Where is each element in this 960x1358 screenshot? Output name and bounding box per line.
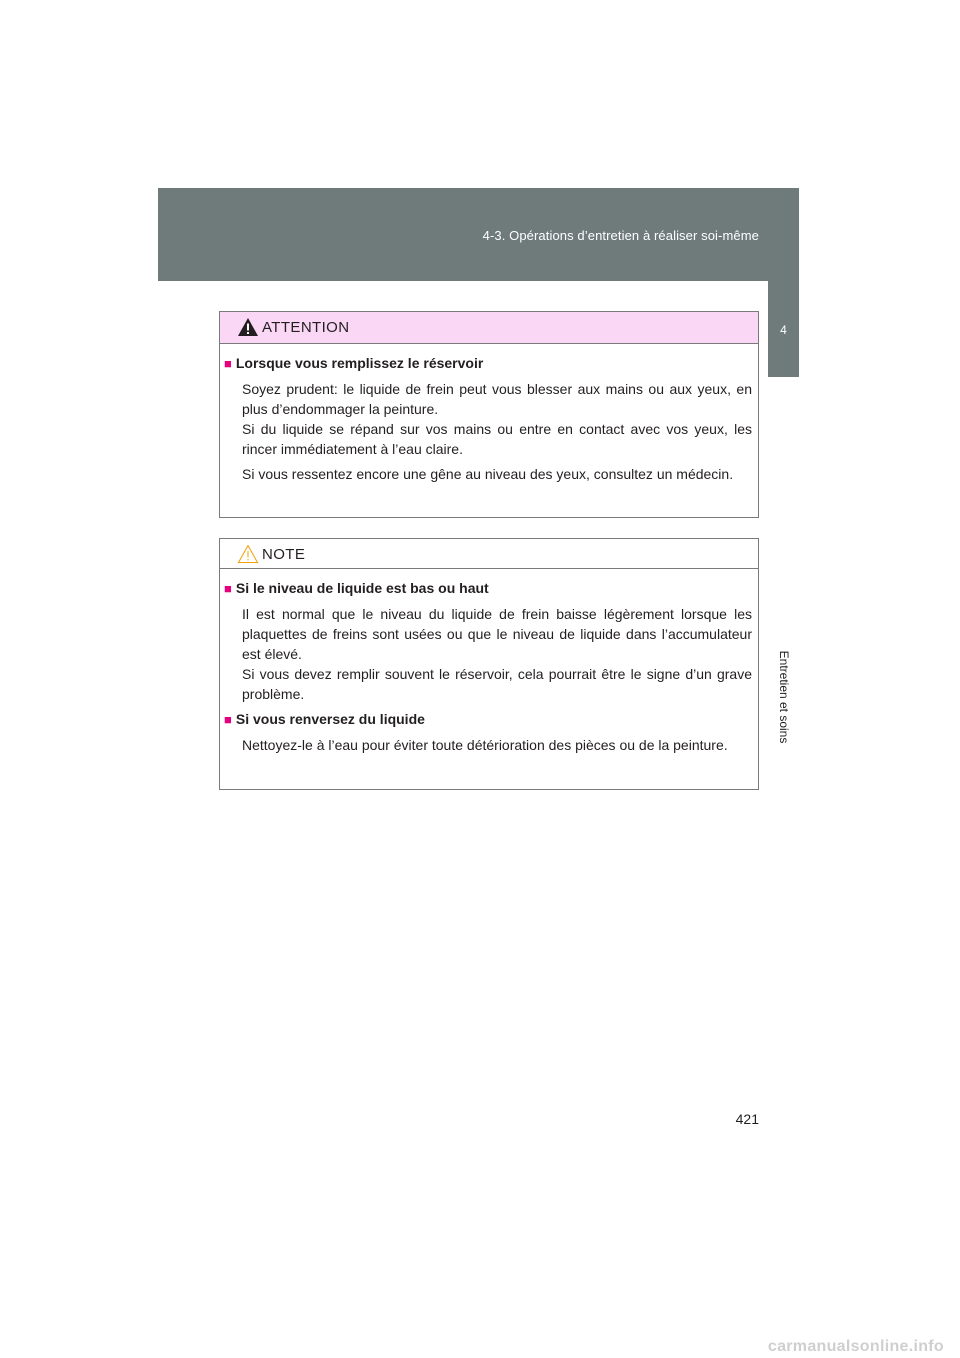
square-bullet-icon: ■ [224,356,232,371]
watermark: carmanualsonline.info [767,1338,944,1355]
note-body [220,569,758,755]
square-bullet-icon: ■ [224,581,232,596]
square-bullet-icon: ■ [224,712,232,727]
chapter-tab [768,281,799,377]
attention-paragraph: Si vous ressentez encore une gêne au niveau des yeux, consultez un médecin. [242,466,734,482]
chapter-strip [768,377,799,842]
chapter-tab-number: 4 [780,323,787,337]
warning-triangle-outline-icon [237,544,259,564]
note-section-title-text: Si vous renversez du liquide [235,711,425,727]
attention-header [220,312,758,344]
attention-body [220,344,758,484]
warning-triangle-filled-icon [237,317,259,337]
note-section-title [224,709,752,730]
attention-box [219,311,759,518]
note-paragraph: Il est normal que le niveau du liquide de frein baisse légèrement lorsque les plaquettes de freins sont usées ou que le niveau de liquide dans l’accumulateur est élevé. [242,606,752,662]
note-header [220,539,758,569]
note-paragraph: Nettoyez-le à l’eau pour éviter toute détérioration des pièces ou de la peinture. [242,737,728,753]
note-paragraph: Si vous devez remplir souvent le réservoir, cela pourrait être le signe d’un grave problème. [242,666,752,702]
note-section-title-text: Si le niveau de liquide est bas ou haut [235,580,489,596]
note-heading: NOTE [262,546,306,563]
attention-paragraph: Soyez prudent: le liquide de frein peut vous blesser aux mains ou aux yeux, en plus d’endommager la peinture. [242,381,752,417]
note-box [219,538,759,790]
note-section-title [224,578,752,599]
attention-section-title [224,353,752,374]
section-header-title: 4-3. Opérations d’entretien à réaliser soi-même [482,228,759,243]
page-number: 421 [735,1111,759,1127]
header-band [158,188,799,281]
attention-paragraph: Si du liquide se répand sur vos mains ou entre en contact avec vos yeux, les rincer immédiatement à l’eau claire. [242,421,752,457]
chapter-label: Entretien et soins [777,650,791,744]
attention-heading: ATTENTION [262,319,350,336]
attention-section-title-text: Lorsque vous remplissez le réservoir [235,355,484,371]
